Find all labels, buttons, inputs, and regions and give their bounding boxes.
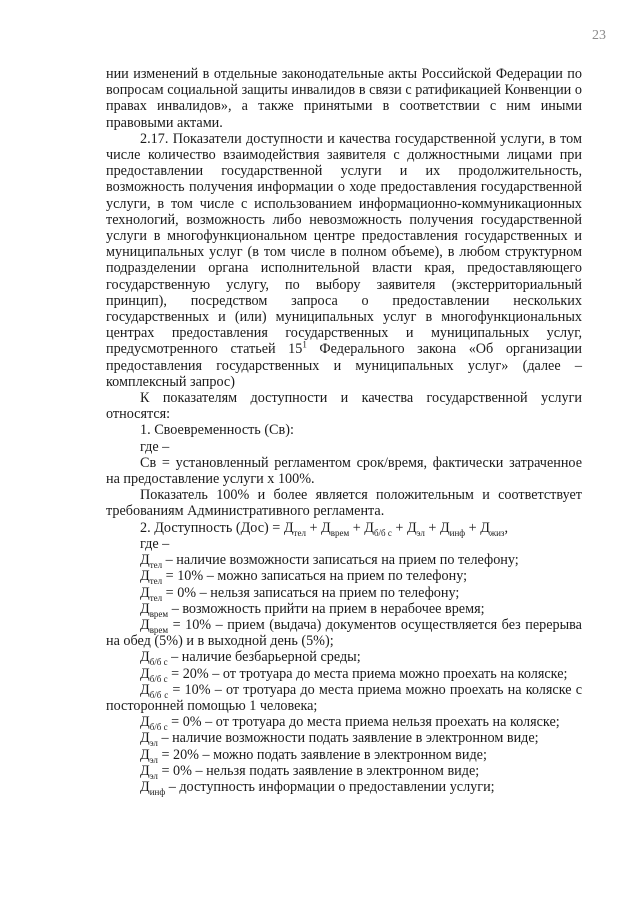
definition-symbol: Д (140, 649, 150, 666)
definition-subscript: б/б с (149, 657, 168, 668)
definition-symbol: Д (140, 584, 150, 601)
item1-formula: Св = установленный регламентом срок/время, фактически затраченное на предоставление услуги х 100%. (106, 454, 582, 488)
definition-line (106, 714, 582, 730)
definition-subscript: эл (149, 770, 158, 781)
definition-line (106, 779, 582, 795)
definition-subscript: тел (149, 559, 163, 570)
definition-text: = 0% – от тротуара до места приема нельзя проехать на коляске; (167, 714, 560, 731)
definition-line (106, 682, 582, 714)
definition-symbol: Д (140, 681, 150, 698)
section-2-17-text-b: Федерального закона «Об организации предоставления государственных и муниципальных услуг» (далее – комплексный запрос) (106, 341, 582, 390)
definition-line (106, 763, 582, 779)
definition-subscript: инф (149, 786, 166, 797)
definition-symbol: Д (140, 600, 150, 617)
section-2-17-text-a: 2.17. Показатели доступности и качества государственной услуги, в том числе количество взаимодействия заявителя с должностными лицами при предоставлении государственной услуги и их продолжительность, возможность получения информации о ходе предоставления государственной услуги, в том числе с использованием информационно-коммуникационных технологий, возможность либо невозможность получения государственной услуги в многофункциональном центре предоставления государственных и муниципальных услуг (в том числе в полном объеме), в любом структурном подразделении органа исполнительной власти края, предоставляющего государственную услугу, по выбору заявителя (экстерриториальный принцип), посредством запроса о предоставлении нескольких государственных и (или) муниципальных услуг в многофункциональных центрах предоставления государственных и муниципальных услуг, предусмотренного статьей 15 (106, 130, 582, 358)
definition-subscript: тел (149, 576, 163, 587)
formula-subscript: эл (416, 527, 425, 538)
definition-text: = 10% – от тротуара до места приема можно проехать на коляске с посторонней помощью 1 человека; (106, 681, 582, 714)
definition-symbol: Д (140, 616, 150, 633)
formula-operator: , (504, 519, 509, 536)
definition-text: – возможность прийти на прием в нерабочее время; (168, 600, 485, 617)
definition-line (106, 730, 582, 749)
definition-subscript: б/б с (149, 673, 168, 684)
item1-where: где – (140, 438, 170, 455)
definition-symbol: Д (140, 762, 150, 779)
item2-title-prefix: 2. Доступность (Дос) = Д (140, 519, 294, 536)
item2-title (106, 520, 582, 536)
definition-text: – наличие возможности подать заявление в электронном виде; (157, 730, 539, 747)
definition-subscript: врем (149, 624, 169, 635)
definition-symbol: Д (140, 665, 150, 682)
formula-subscript: тел (293, 527, 306, 538)
definition-symbol: Д (140, 778, 150, 795)
definition-text: = 0% – нельзя записаться на прием по телефону; (162, 584, 460, 601)
footnote-superscript: 1 (302, 339, 307, 350)
formula-subscript: инф (449, 527, 466, 538)
section-2-17-paragraph (106, 131, 582, 390)
definition-symbol: Д (140, 730, 150, 747)
definition-line (106, 568, 582, 587)
definition-line (106, 747, 582, 763)
definition-text: – наличие безбарьерной среды; (167, 649, 361, 666)
item2-where: где – (140, 535, 170, 552)
definition-subscript: врем (149, 608, 169, 619)
definition-line (106, 601, 582, 617)
definition-text: = 10% – можно записаться на прием по телефону; (162, 568, 468, 585)
definition-line (106, 649, 582, 668)
formula-subscript: жиз (489, 527, 505, 538)
item2-formula (294, 520, 509, 536)
definition-symbol: Д (140, 568, 150, 585)
definition-symbol: Д (140, 552, 150, 569)
definition-text: – доступность информации о предоставлении услуги; (165, 778, 495, 795)
item2-definitions-list (106, 552, 582, 795)
definition-text: – наличие возможности записаться на прием по телефону; (162, 552, 519, 569)
indicators-intro: К показателям доступности и качества государственной услуги относятся: (106, 390, 582, 423)
definition-subscript: эл (149, 738, 158, 749)
definition-line (106, 666, 582, 682)
definition-line (106, 585, 582, 601)
item1-title: 1. Своевременность (Св): (140, 422, 294, 439)
formula-subscript: б/б с (373, 527, 392, 538)
definition-subscript: б/б с (149, 689, 169, 700)
formula-operator: + Д (349, 519, 374, 536)
item1-note: Показатель 100% и более является положительным и соответствует требованиям Административного регламента. (106, 487, 582, 520)
definition-line (106, 552, 582, 568)
definition-text: = 20% – от тротуара до места приема можно проехать на коляске; (167, 665, 568, 682)
formula-operator: + Д (305, 519, 331, 536)
intro-paragraph: нии изменений в отдельные законодательные акты Российской Федерации по вопросам социальной защиты инвалидов в связи с ратификацией Конвенции о правах инвалидов», а также принятыми в соответствии с ним иными правовыми актами. (106, 66, 582, 131)
definition-text: = 20% – можно подать заявление в электронном виде; (157, 746, 487, 763)
definition-subscript: б/б с (149, 721, 168, 732)
definition-text: = 0% – нельзя подать заявление в электронном виде; (157, 762, 480, 779)
document-body (106, 66, 582, 795)
definition-symbol: Д (140, 746, 150, 763)
formula-operator: + Д (424, 519, 450, 536)
definition-line (106, 617, 582, 649)
definition-subscript: тел (149, 592, 163, 603)
definition-subscript: эл (149, 754, 158, 765)
page-number: 23 (592, 28, 606, 43)
formula-operator: + Д (391, 519, 417, 536)
formula-operator: + Д (465, 519, 490, 536)
definition-symbol: Д (140, 714, 150, 731)
formula-subscript: врем (330, 527, 350, 538)
definition-text: = 10% – прием (выдача) документов осуществляется без перерыва на обед (5%) и в выходной день (5%); (106, 616, 582, 650)
